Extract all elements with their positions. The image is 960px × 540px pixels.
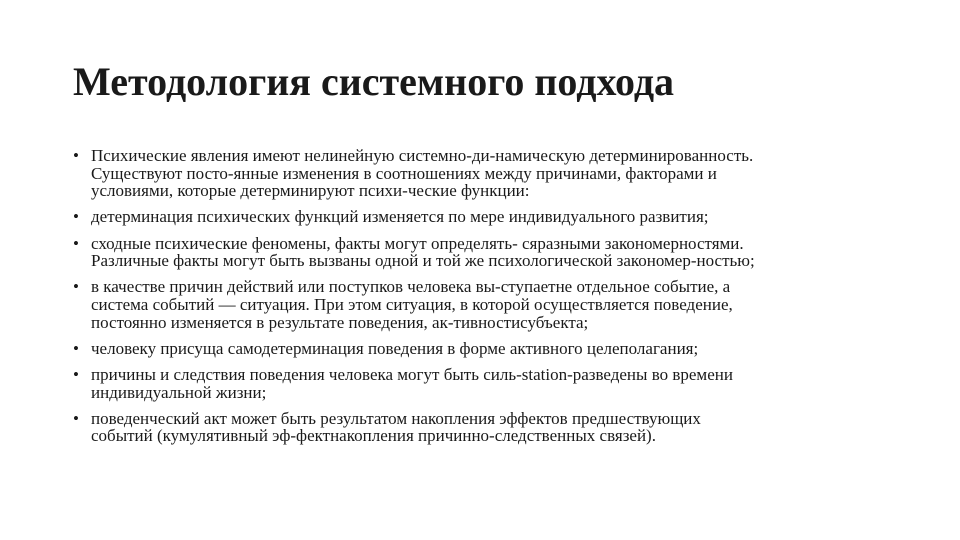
bullet-icon: • <box>73 207 79 227</box>
bullet-text: человеку присуща самодетерминация поведения в форме активного целеполагания; <box>91 338 699 358</box>
bullet-icon: • <box>73 233 79 253</box>
bullet-item <box>73 278 883 331</box>
bullet-text: поведенческий акт может быть результатом накопления эффектов предшествующих событий (кумулятивный эф-фектнакопления причинно-следственных связей). <box>91 408 701 446</box>
bullet-item <box>73 366 883 401</box>
bullet-icon: • <box>73 146 79 165</box>
bullet-item <box>73 208 883 226</box>
bullet-text: в качестве причин действий или поступков человека вы-ступаетне отдельное событие, а система событий — ситуация. При этом ситуация, в которой осуществляется поведение, постоянно изменяется в результате поведения, ак-тивностисубъекта; <box>91 277 733 332</box>
bullet-text: сходные психические феномены, факты могут определять- сяразными закономерностями. Различные факты могут быть вызваны одной и той же психологической закономер-ностью; <box>91 233 755 271</box>
bullet-text: причины и следствия поведения человека могут быть силь-station-разведены во времени индивидуальной жизни; <box>91 364 733 402</box>
bullet-item <box>73 410 883 445</box>
bullet-list <box>73 147 883 453</box>
bullet-text: Психические явления имеют нелинейную системно-ди-намическую детерминированность. Существуют посто-янные изменения в соотношениях между причинами, факторами и условиями, которые детерминируют психи-ческие функции: <box>91 146 754 201</box>
bullet-item <box>73 147 883 200</box>
slide-title: Методология системного подхода <box>73 59 675 104</box>
bullet-icon: • <box>73 408 79 428</box>
bullet-icon: • <box>73 338 79 358</box>
bullet-icon: • <box>73 364 79 384</box>
bullet-item <box>73 235 883 270</box>
bullet-icon: • <box>73 277 79 297</box>
bullet-item <box>73 340 883 358</box>
bullet-text: детерминация психических функций изменяется по мере индивидуального развития; <box>91 207 709 227</box>
